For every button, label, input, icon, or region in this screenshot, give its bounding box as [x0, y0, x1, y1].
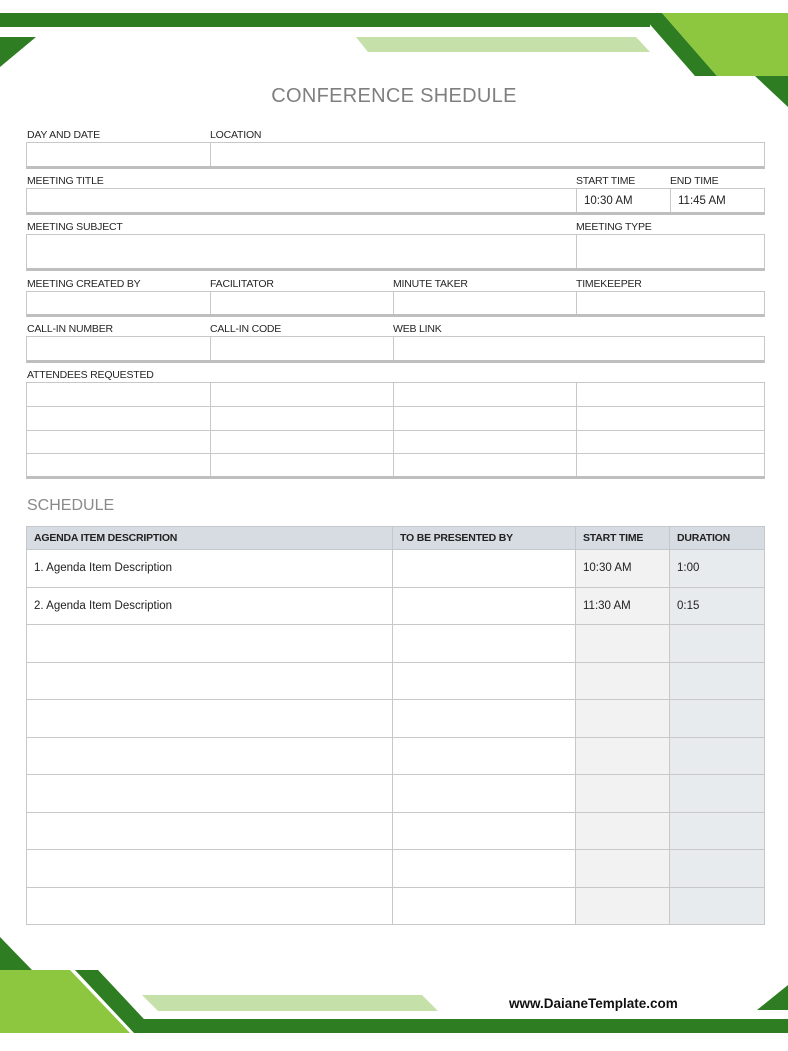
day-and-date-field[interactable] — [27, 143, 210, 166]
schedule-row — [27, 587, 765, 625]
attendees-row-divider — [27, 406, 764, 407]
schedule-row — [27, 737, 765, 775]
duration-cell[interactable] — [670, 700, 765, 738]
meeting-created-by-label: MEETING CREATED BY — [27, 278, 141, 290]
presented-by-cell[interactable] — [393, 887, 576, 925]
meeting-type-label: MEETING TYPE — [576, 221, 652, 233]
minute-taker-label: MINUTE TAKER — [393, 278, 468, 290]
start-time-cell[interactable] — [576, 850, 670, 888]
presented-by-cell[interactable] — [393, 812, 576, 850]
schedule-table — [26, 526, 765, 925]
duration-cell[interactable] — [670, 850, 765, 888]
top-green-band — [0, 13, 650, 27]
attendees-grid — [26, 382, 765, 479]
duration-cell[interactable] — [670, 662, 765, 700]
start-time-cell[interactable] — [576, 887, 670, 925]
agenda-item-cell[interactable] — [27, 625, 393, 663]
column-header-presented-by: TO BE PRESENTED BY — [393, 527, 576, 550]
page-title: CONFERENCE SHEDULE — [271, 85, 517, 107]
column-header-duration: DURATION — [670, 527, 765, 550]
presented-by-cell[interactable] — [393, 850, 576, 888]
schedule-row — [27, 775, 765, 813]
bottom-pale-stripe — [142, 995, 438, 1011]
start-time-field[interactable]: 10:30 AM — [576, 189, 670, 212]
row-date-location — [26, 142, 765, 169]
meeting-created-by-field[interactable] — [27, 292, 210, 314]
presented-by-cell[interactable] — [393, 700, 576, 738]
duration-cell[interactable] — [670, 625, 765, 663]
web-link-field[interactable] — [393, 337, 764, 360]
start-time-cell[interactable] — [576, 662, 670, 700]
schedule-row — [27, 887, 765, 925]
attendees-row-divider — [27, 453, 764, 454]
agenda-item-cell[interactable] — [27, 737, 393, 775]
start-time-cell[interactable] — [576, 700, 670, 738]
meeting-title-field[interactable] — [27, 189, 576, 212]
schedule-header-row — [27, 527, 765, 550]
agenda-item-cell[interactable] — [27, 812, 393, 850]
attendees-row-divider — [27, 430, 764, 431]
bottom-right-triangle — [757, 985, 788, 1010]
agenda-item-cell[interactable] — [27, 850, 393, 888]
duration-cell[interactable]: 1:00 — [670, 550, 765, 588]
bottom-green-band — [134, 1019, 788, 1033]
row-subject-type — [26, 234, 765, 271]
schedule-row — [27, 850, 765, 888]
duration-cell[interactable]: 0:15 — [670, 587, 765, 625]
schedule-row — [27, 662, 765, 700]
presented-by-cell[interactable] — [393, 587, 576, 625]
location-field[interactable] — [210, 143, 764, 166]
call-in-number-label: CALL-IN NUMBER — [27, 323, 113, 335]
schedule-row — [27, 550, 765, 588]
call-in-code-field[interactable] — [210, 337, 393, 360]
top-left-triangle — [0, 37, 36, 67]
presented-by-cell[interactable] — [393, 625, 576, 663]
schedule-row — [27, 700, 765, 738]
agenda-item-cell[interactable] — [27, 662, 393, 700]
day-and-date-label: DAY AND DATE — [27, 129, 100, 141]
meeting-subject-label: MEETING SUBJECT — [27, 221, 123, 233]
top-pale-stripe — [356, 37, 650, 52]
minute-taker-field[interactable] — [393, 292, 576, 314]
presented-by-cell[interactable] — [393, 737, 576, 775]
timekeeper-field[interactable] — [576, 292, 764, 314]
agenda-item-cell[interactable] — [27, 887, 393, 925]
presented-by-cell[interactable] — [393, 775, 576, 813]
start-time-cell[interactable] — [576, 775, 670, 813]
facilitator-field[interactable] — [210, 292, 393, 314]
row-call-in — [26, 336, 765, 363]
presented-by-cell[interactable] — [393, 550, 576, 588]
start-time-cell[interactable] — [576, 812, 670, 850]
start-time-cell[interactable]: 10:30 AM — [576, 550, 670, 588]
start-time-cell[interactable]: 11:30 AM — [576, 587, 670, 625]
duration-cell[interactable] — [670, 812, 765, 850]
meeting-type-field[interactable] — [576, 235, 764, 268]
website-link[interactable]: www.DaianeTemplate.com — [509, 996, 678, 1011]
row-title-times — [26, 188, 765, 215]
schedule-heading: SCHEDULE — [27, 497, 115, 514]
agenda-item-cell[interactable] — [27, 775, 393, 813]
agenda-item-cell[interactable] — [27, 700, 393, 738]
meeting-title-label: MEETING TITLE — [27, 175, 104, 187]
agenda-item-cell[interactable]: 1. Agenda Item Description — [27, 550, 393, 588]
start-time-cell[interactable] — [576, 625, 670, 663]
column-header-start-time: START TIME — [576, 527, 670, 550]
web-link-label: WEB LINK — [393, 323, 442, 335]
attendees-requested-label: ATTENDEES REQUESTED — [27, 369, 154, 381]
bottom-left-dark-triangle — [0, 937, 32, 970]
facilitator-label: FACILITATOR — [210, 278, 274, 290]
duration-cell[interactable] — [670, 737, 765, 775]
call-in-code-label: CALL-IN CODE — [210, 323, 282, 335]
row-roles — [26, 291, 765, 317]
meeting-subject-field[interactable] — [27, 235, 576, 268]
schedule-row — [27, 812, 765, 850]
duration-cell[interactable] — [670, 887, 765, 925]
call-in-number-field[interactable] — [27, 337, 210, 360]
agenda-item-cell[interactable]: 2. Agenda Item Description — [27, 587, 393, 625]
presented-by-cell[interactable] — [393, 662, 576, 700]
start-time-cell[interactable] — [576, 737, 670, 775]
timekeeper-label: TIMEKEEPER — [576, 278, 642, 290]
location-label: LOCATION — [210, 129, 262, 141]
schedule-row — [27, 625, 765, 663]
end-time-label: END TIME — [670, 175, 719, 187]
start-time-label: START TIME — [576, 175, 636, 187]
column-header-agenda-item: AGENDA ITEM DESCRIPTION — [27, 527, 393, 550]
end-time-field[interactable]: 11:45 AM — [670, 189, 764, 212]
duration-cell[interactable] — [670, 775, 765, 813]
